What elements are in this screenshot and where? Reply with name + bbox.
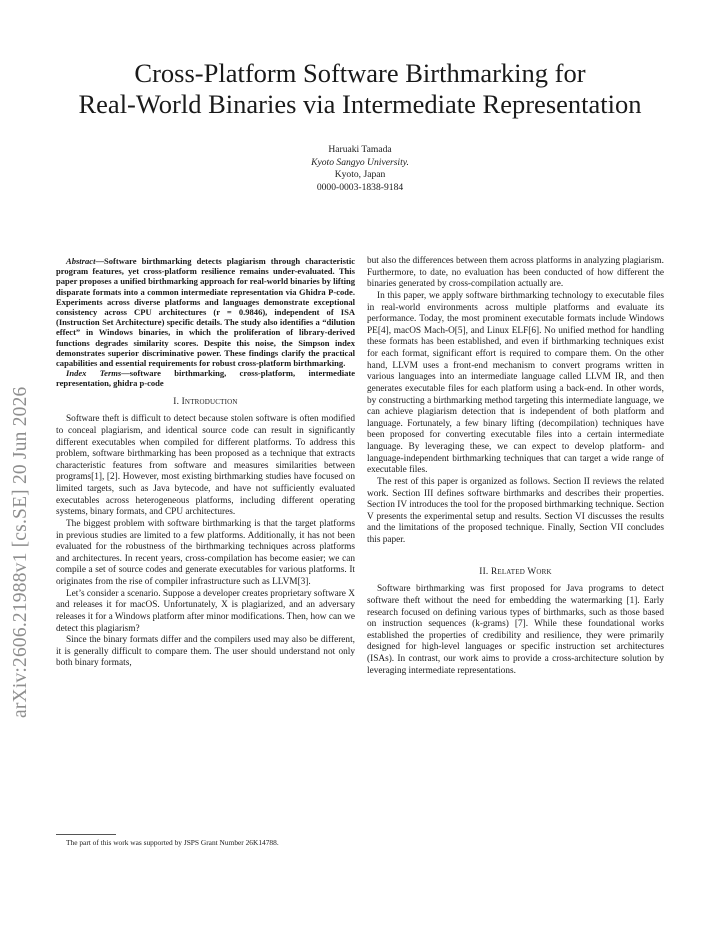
right-column xyxy=(367,256,664,677)
intro-paragraph-3: Let’s consider a scenario. Suppose a developer creates proprietary software X and releases it for macOS. Unfortunately, X is plagiarized, and an adversary releases it for a Windows platform after minor modifications. Then, how can we detect this plagiarism? xyxy=(56,588,355,634)
author-block xyxy=(160,144,560,194)
title-line-2: Real-World Binaries via Intermediate Representation xyxy=(78,89,642,119)
section-title: Related Work xyxy=(490,566,552,577)
abstract-label: Abstract xyxy=(66,256,96,266)
paper-title xyxy=(40,58,680,120)
intro-paragraph-7: The rest of this paper is organized as follows. Section II reviews the related work. Section III defines software birthmarks and describes their properties. Section IV introduces the tool for the proposed birthmarking technique. Section V presents the experimental setup and results. Section VI discusses the results and the limitations of the proposed technique. Finally, Section VII concludes this paper. xyxy=(367,476,664,545)
intro-paragraph-4: Since the binary formats differ and the compilers used may also be different, it is generally difficult to compare them. The user should understand not only both binary formats, xyxy=(56,635,355,669)
related-paragraph-1: Software birthmarking was first proposed for Java programs to detect software theft without the need for embedding the watermarking [1]. Early research focused on defining various types of birthmarks, such as those based on instruction sequences (k-grams) [7]. While these foundational works established the properties of credibility and resilience, they were primarily designed for high-level languages or specific instruction set architectures (ISAs). In contrast, our work aims to provide a cross-architecture solution by leveraging intermediate representations. xyxy=(367,584,664,676)
author-location: Kyoto, Japan xyxy=(334,169,386,180)
title-line-1: Cross-Platform Software Birthmarking for xyxy=(134,58,586,88)
footnote-rule xyxy=(56,834,116,835)
section-heading-related-work xyxy=(367,567,664,579)
index-terms-label: Index Terms xyxy=(66,368,122,379)
left-column xyxy=(56,256,355,670)
abstract-text: —Software birthmarking detects plagiarism through characteristic program features, yet cross-platform resilience remains under-evaluated. This paper proposes a unified birthmarking approach for real-world binaries by lifting disparate formats into a common intermediate representation via Ghidra P-code. Experiments across diverse platforms and languages demonstrate exceptional consistency across CPU architectures (r = 0.9846), independent of ISA (Instruction Set Architecture) specific details. The study also identifies a “dilution effect” in Windows binaries, in which the proliferation of library-derived functions degrades similarity scores. Despite this noise, the Simpson index demonstrates superior discriminative power. These findings clarify the practical capabilities and essential requirements for robust cross-platform birthmarking. xyxy=(56,256,355,369)
author-name: Haruaki Tamada xyxy=(328,144,392,155)
index-terms xyxy=(56,368,355,388)
intro-paragraph-5: but also the differences between them across platforms in analyzing plagiarism. Furthermore, to date, no evaluation has been conducted of how different the binaries generated by cross-compilation actually are. xyxy=(367,256,664,290)
index-terms-text: —software birthmarking, cross-platform, intermediate representation, ghidra p-code xyxy=(56,368,355,389)
author-affiliation: Kyoto Sangyo University. xyxy=(311,156,409,168)
arxiv-identifier: arXiv:2606.21988v1 [cs.SE] 20 Jun 2026 xyxy=(10,386,31,718)
intro-paragraph-6: In this paper, we apply software birthmarking technology to executable files in real-world environments across multiple platforms and evaluate its performance. Today, the most prominent executable formats include Windows PE[4], macOS Mach-O[5], and Linux ELF[6]. No unified method for handling these formats has been established, and even if birthmarking techniques exist for each format, significant effort is required to compare them. On the other hand, LLVM uses a front-end mechanism to convert programs written in various languages into an intermediate language called LLVM IR, and then generates executable files for each platform using a back-end. In other words, by constructing a birthmarking method targeting this intermediate language, we can achieve plagiarism detection that is independent of both platform and language. Fortunately, a few binary lifting (decompilation) techniques have been proposed for converting executable files into a certain intermediate language. By leveraging these, we can expect to develop platform- and language-independent birthmarking techniques that can target a wide range of executable files. xyxy=(367,290,664,476)
intro-paragraph-2: The biggest problem with software birthmarking is that the target platforms in previous studies are limited to a few platforms. Additionally, it has not been evaluated for the robustness of the birthmarking techniques across platforms and architectures. In recent years, cross-compilation has become easier; we can compile a set of source codes and generate executables for various platforms. It originates from the rise of compiler infrastructure such as LLVM[3]. xyxy=(56,518,355,588)
section-number: I. xyxy=(173,396,180,407)
author-orcid: 0000-0003-1838-9184 xyxy=(316,181,404,193)
section-number: II. xyxy=(479,566,489,577)
section-heading-introduction xyxy=(56,397,355,409)
section-title: Introduction xyxy=(181,396,238,407)
abstract xyxy=(56,256,355,368)
intro-paragraph-1: Software theft is difficult to detect because stolen software is often modified to conceal plagiarism, and identical source code can result in significantly different executables when compiled for different platforms. To address this problem, software birthmarking has been proposed as a technique that extracts characteristic features from software and measures similarities between programs[1], [2]. However, most existing birthmarking studies have focused on limited targets, such as Java bytecode, and have not sufficiently evaluated executables across heterogeneous platforms, including different operating systems, binary formats, and CPU architectures. xyxy=(56,414,355,518)
footnote: The part of this work was supported by JSPS Grant Number 26K14788. xyxy=(66,838,279,847)
